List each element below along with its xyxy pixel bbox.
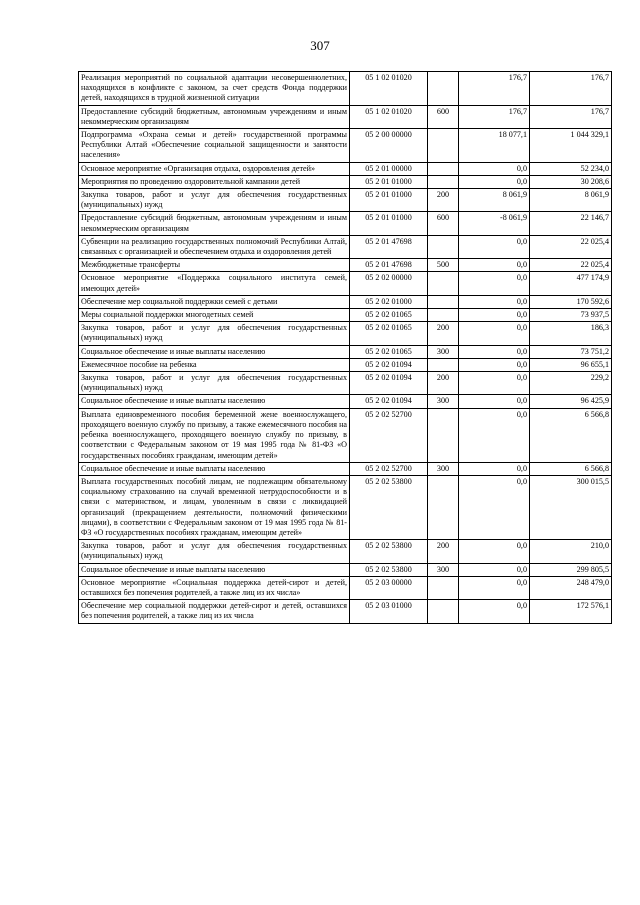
row-code-cell: 05 2 02 53800 xyxy=(350,475,428,539)
table-row xyxy=(79,295,612,308)
row-value2-cell: 248 479,0 xyxy=(530,576,612,599)
row-code-cell: 05 2 02 00000 xyxy=(350,272,428,295)
row-value2-cell: 176,7 xyxy=(530,72,612,106)
row-name-cell: Обеспечение мер социальной поддержки семей с детьми xyxy=(79,295,350,308)
row-value1-cell: 0,0 xyxy=(459,345,530,358)
row-code-cell: 05 2 02 01065 xyxy=(350,309,428,322)
row-value1-cell: 0,0 xyxy=(459,309,530,322)
table-row xyxy=(79,175,612,188)
row-name-cell: Выплата государственных пособий лицам, не подлежащим обязательному социальному страхованию на случай временной нетрудоспособности и в связи с материнством, и лицам, уволенным в связи с ликвидацией организаций (прекращением деятельности, полномочий физическими лицами), в соответствии с Федеральным законом от 19 мая 1995 года № 81-ФЗ «О государственных пособиях гражданам, имеющим детей» xyxy=(79,475,350,539)
page-number: 307 xyxy=(310,38,330,53)
table-row xyxy=(79,189,612,212)
row-value1-cell: 0,0 xyxy=(459,600,530,623)
row-type-cell: 300 xyxy=(428,462,459,475)
row-code-cell: 05 2 02 53800 xyxy=(350,563,428,576)
row-value2-cell: 299 805,5 xyxy=(530,563,612,576)
row-name-cell: Социальное обеспечение и иные выплаты населению xyxy=(79,345,350,358)
row-type-cell: 300 xyxy=(428,563,459,576)
row-value1-cell: 0,0 xyxy=(459,235,530,258)
table-row xyxy=(79,408,612,462)
row-value2-cell: 96 655,1 xyxy=(530,358,612,371)
row-type-cell xyxy=(428,408,459,462)
row-value2-cell: 6 566,8 xyxy=(530,462,612,475)
row-code-cell: 05 2 02 52700 xyxy=(350,462,428,475)
row-type-cell xyxy=(428,600,459,623)
row-code-cell: 05 2 00 00000 xyxy=(350,129,428,163)
row-value1-cell: 18 077,1 xyxy=(459,129,530,163)
row-code-cell: 05 2 01 01000 xyxy=(350,212,428,235)
row-name-cell: Предоставление субсидий бюджетным, автономным учреждениям и иным некоммерческим организациям xyxy=(79,105,350,128)
row-value2-cell: 300 015,5 xyxy=(530,475,612,539)
row-name-cell: Меры социальной поддержки многодетных семей xyxy=(79,309,350,322)
row-type-cell: 200 xyxy=(428,189,459,212)
table-row xyxy=(79,105,612,128)
row-type-cell xyxy=(428,576,459,599)
row-name-cell: Закупка товаров, работ и услуг для обеспечения государственных (муниципальных) нужд xyxy=(79,322,350,345)
row-value2-cell: 73 751,2 xyxy=(530,345,612,358)
row-name-cell: Субвенции на реализацию государственных полномочий Республики Алтай, связанных с организацией и обеспечением отдыха и оздоровления детей xyxy=(79,235,350,258)
row-value1-cell: 0,0 xyxy=(459,162,530,175)
row-value1-cell: -8 061,9 xyxy=(459,212,530,235)
row-value1-cell: 0,0 xyxy=(459,475,530,539)
row-code-cell: 05 2 01 47698 xyxy=(350,259,428,272)
row-code-cell: 05 2 02 01094 xyxy=(350,358,428,371)
row-name-cell: Социальное обеспечение и иные выплаты населению xyxy=(79,395,350,408)
row-value1-cell: 0,0 xyxy=(459,395,530,408)
row-code-cell: 05 2 02 53800 xyxy=(350,540,428,563)
table-row xyxy=(79,600,612,623)
row-type-cell xyxy=(428,235,459,258)
row-code-cell: 05 2 01 01000 xyxy=(350,175,428,188)
table-row xyxy=(79,372,612,395)
row-code-cell: 05 2 03 01000 xyxy=(350,600,428,623)
row-name-cell: Социальное обеспечение и иные выплаты населению xyxy=(79,563,350,576)
row-value1-cell: 0,0 xyxy=(459,462,530,475)
row-code-cell: 05 2 02 01094 xyxy=(350,372,428,395)
table-row xyxy=(79,212,612,235)
table-row xyxy=(79,322,612,345)
row-code-cell: 05 2 01 47698 xyxy=(350,235,428,258)
row-value1-cell: 0,0 xyxy=(459,175,530,188)
row-type-cell: 300 xyxy=(428,345,459,358)
row-value2-cell: 176,7 xyxy=(530,105,612,128)
row-type-cell xyxy=(428,358,459,371)
row-code-cell: 05 1 02 01020 xyxy=(350,105,428,128)
row-name-cell: Социальное обеспечение и иные выплаты населению xyxy=(79,462,350,475)
budget-table xyxy=(78,71,612,624)
row-name-cell: Основное мероприятие «Организация отдыха, оздоровления детей» xyxy=(79,162,350,175)
row-code-cell: 05 2 02 01065 xyxy=(350,345,428,358)
row-value1-cell: 176,7 xyxy=(459,72,530,106)
row-value1-cell: 0,0 xyxy=(459,408,530,462)
row-value1-cell: 0,0 xyxy=(459,272,530,295)
row-type-cell: 500 xyxy=(428,259,459,272)
row-type-cell: 200 xyxy=(428,540,459,563)
table-row xyxy=(79,162,612,175)
row-type-cell: 600 xyxy=(428,212,459,235)
table-row xyxy=(79,235,612,258)
row-value2-cell: 22 025,4 xyxy=(530,235,612,258)
row-value1-cell: 0,0 xyxy=(459,563,530,576)
row-name-cell: Обеспечение мер социальной поддержки детей-сирот и детей, оставшихся без попечения родителей, а также лиц из их числа xyxy=(79,600,350,623)
row-type-cell xyxy=(428,72,459,106)
row-value2-cell: 172 576,1 xyxy=(530,600,612,623)
row-code-cell: 05 2 02 01000 xyxy=(350,295,428,308)
row-value1-cell: 0,0 xyxy=(459,322,530,345)
table-row xyxy=(79,475,612,539)
table-row xyxy=(79,563,612,576)
row-code-cell: 05 2 01 00000 xyxy=(350,162,428,175)
table-row xyxy=(79,358,612,371)
row-name-cell: Межбюджетные трансферты xyxy=(79,259,350,272)
row-name-cell: Предоставление субсидий бюджетным, автономным учреждениям и иным некоммерческим организациям xyxy=(79,212,350,235)
row-value2-cell: 30 208,6 xyxy=(530,175,612,188)
table-row xyxy=(79,462,612,475)
row-value1-cell: 0,0 xyxy=(459,372,530,395)
row-value1-cell: 0,0 xyxy=(459,576,530,599)
row-code-cell: 05 1 02 01020 xyxy=(350,72,428,106)
table-row xyxy=(79,259,612,272)
row-name-cell: Реализация мероприятий по социальной адаптации несовершеннолетних, находящихся в конфликте с законом, за счет средств Фонда поддержки детей, находящихся в трудной жизненной ситуации xyxy=(79,72,350,106)
row-value2-cell: 22 025,4 xyxy=(530,259,612,272)
row-value1-cell: 176,7 xyxy=(459,105,530,128)
row-value2-cell: 22 146,7 xyxy=(530,212,612,235)
table-row xyxy=(79,272,612,295)
row-value2-cell: 186,3 xyxy=(530,322,612,345)
table-row xyxy=(79,72,612,106)
table-row xyxy=(79,345,612,358)
row-code-cell: 05 2 02 01065 xyxy=(350,322,428,345)
row-type-cell xyxy=(428,129,459,163)
row-value2-cell: 210,0 xyxy=(530,540,612,563)
row-name-cell: Мероприятия по проведению оздоровительной кампании детей xyxy=(79,175,350,188)
row-type-cell xyxy=(428,295,459,308)
row-value2-cell: 477 174,9 xyxy=(530,272,612,295)
row-type-cell xyxy=(428,309,459,322)
table-row xyxy=(79,309,612,322)
row-value2-cell: 6 566,8 xyxy=(530,408,612,462)
row-value2-cell: 229,2 xyxy=(530,372,612,395)
row-value1-cell: 0,0 xyxy=(459,358,530,371)
row-value1-cell: 8 061,9 xyxy=(459,189,530,212)
row-value2-cell: 73 937,5 xyxy=(530,309,612,322)
row-name-cell: Закупка товаров, работ и услуг для обеспечения государственных (муниципальных) нужд xyxy=(79,372,350,395)
row-type-cell: 600 xyxy=(428,105,459,128)
row-value1-cell: 0,0 xyxy=(459,295,530,308)
table-row xyxy=(79,129,612,163)
row-type-cell xyxy=(428,175,459,188)
row-name-cell: Выплата единовременного пособия беременной жене военнослужащего, проходящего военную службу по призыву, а также ежемесячного пособия на ребенка военнослужащего, проходящего военную службу по призыву, в соответствии с Федеральным законом от 19 мая 1995 года № 81-ФЗ «О государственных пособиях гражданам, имеющим детей» xyxy=(79,408,350,462)
table-row xyxy=(79,540,612,563)
row-code-cell: 05 2 03 00000 xyxy=(350,576,428,599)
row-code-cell: 05 2 02 52700 xyxy=(350,408,428,462)
budget-table-body xyxy=(79,72,612,624)
row-value1-cell: 0,0 xyxy=(459,540,530,563)
row-code-cell: 05 2 01 01000 xyxy=(350,189,428,212)
row-type-cell xyxy=(428,272,459,295)
row-value2-cell: 170 592,6 xyxy=(530,295,612,308)
row-type-cell: 200 xyxy=(428,322,459,345)
row-type-cell xyxy=(428,475,459,539)
row-value2-cell: 8 061,9 xyxy=(530,189,612,212)
table-row xyxy=(79,395,612,408)
row-type-cell: 200 xyxy=(428,372,459,395)
row-name-cell: Основное мероприятие «Социальная поддержка детей-сирот и детей, оставшихся без попечения родителей, а также лиц из их числа» xyxy=(79,576,350,599)
row-value2-cell: 52 234,0 xyxy=(530,162,612,175)
row-code-cell: 05 2 02 01094 xyxy=(350,395,428,408)
row-type-cell xyxy=(428,162,459,175)
row-value1-cell: 0,0 xyxy=(459,259,530,272)
row-name-cell: Подпрограмма «Охрана семьи и детей» государственной программы Республики Алтай «Обеспечение социальной защищенности и занятости населения» xyxy=(79,129,350,163)
row-name-cell: Основное мероприятие «Поддержка социального института семей, имеющих детей» xyxy=(79,272,350,295)
row-name-cell: Ежемесячное пособие на ребенка xyxy=(79,358,350,371)
row-value2-cell: 1 044 329,1 xyxy=(530,129,612,163)
table-row xyxy=(79,576,612,599)
row-type-cell: 300 xyxy=(428,395,459,408)
row-value2-cell: 96 425,9 xyxy=(530,395,612,408)
row-name-cell: Закупка товаров, работ и услуг для обеспечения государственных (муниципальных) нужд xyxy=(79,189,350,212)
row-name-cell: Закупка товаров, работ и услуг для обеспечения государственных (муниципальных) нужд xyxy=(79,540,350,563)
